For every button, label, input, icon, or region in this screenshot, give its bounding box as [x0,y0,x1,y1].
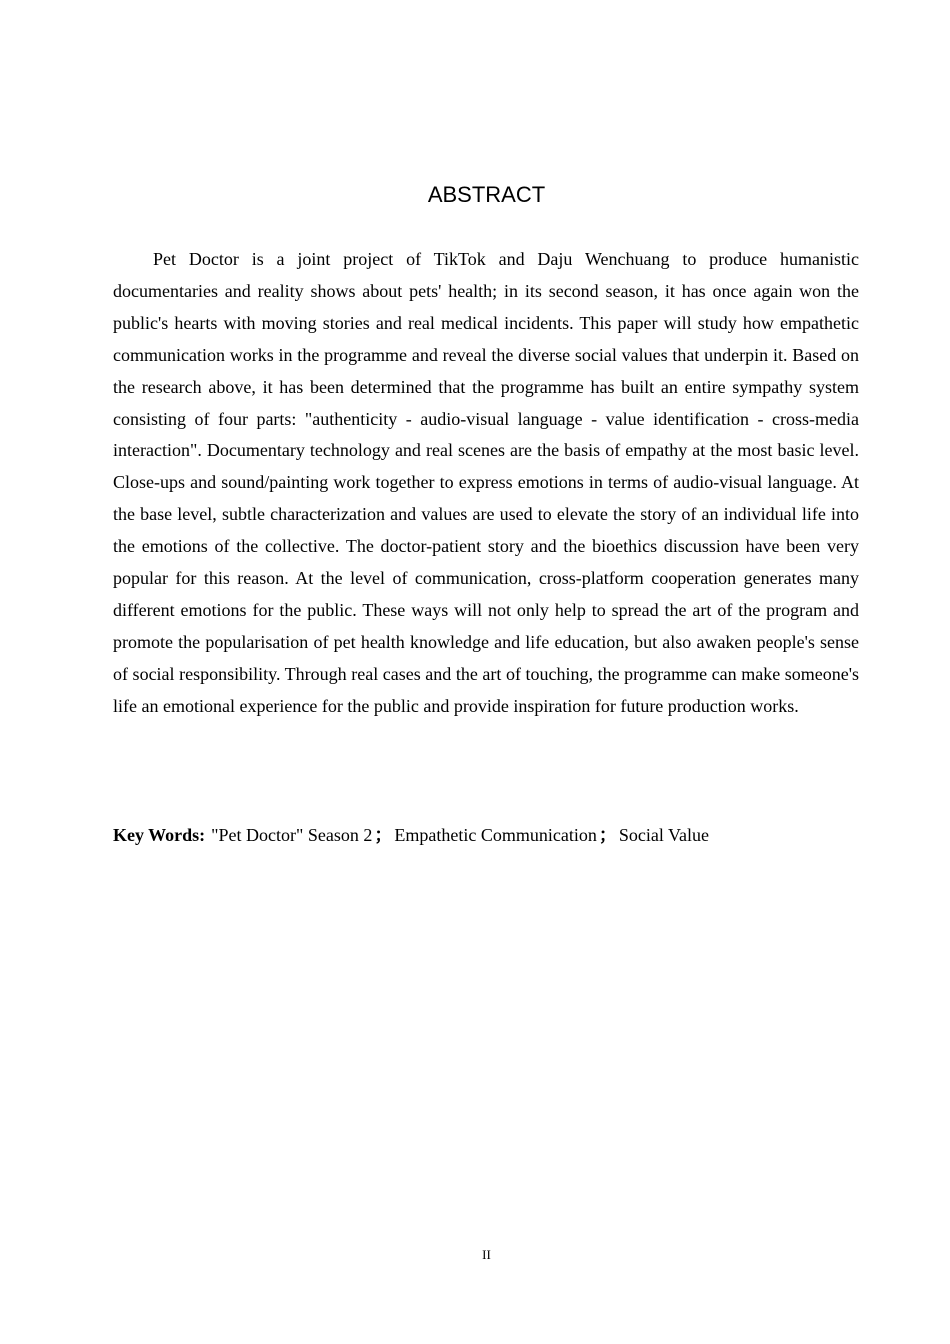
page-number: II [482,1247,491,1262]
keyword-separator: ； [374,825,393,845]
keyword-item: Empathetic Communication [394,825,597,845]
abstract-title: ABSTRACT [427,182,546,207]
keyword-separator: ； [598,825,617,845]
keyword-item: "Pet Doctor" Season 2 [211,825,373,845]
abstract-body: Pet Doctor is a joint project of TikTok and Daju Wenchuang to produce humanistic documentaries and reality shows about pets' health; in its second season, it has once again won the public's hearts with moving stories and real medical incidents. This paper will study how empathetic communication works in the programme and reveal the diverse social values that underpin it. Based on the research above, it has been determined that the programme has built an entire sympathy system consisting of four parts: "authenticity - audio-visual language - value identification - cross-media interaction". Documentary technology and real scenes are the basis of empathy at the most basic level. Close-ups and sound/painting work together to express emotions in terms of audio-visual language. At the base level, subtle characterization and values are used to elevate the story of an individual life into the emotions of the collective. The doctor-patient story and the bioethics discussion have been very popular for this reason. At the level of communication, cross-platform cooperation generates many different emotions for the public. These ways will not only help to spread the art of the program and promote the popularisation of pet health knowledge and life education, but also awaken people's sense of social responsibility. Through real cases and the art of touching, the programme can make someone's life an emotional experience for the public and provide inspiration for future production works. [113,249,859,716]
keywords-label: Key Words: [113,825,206,845]
keywords-line [113,819,859,851]
keyword-item: Social Value [618,825,709,845]
